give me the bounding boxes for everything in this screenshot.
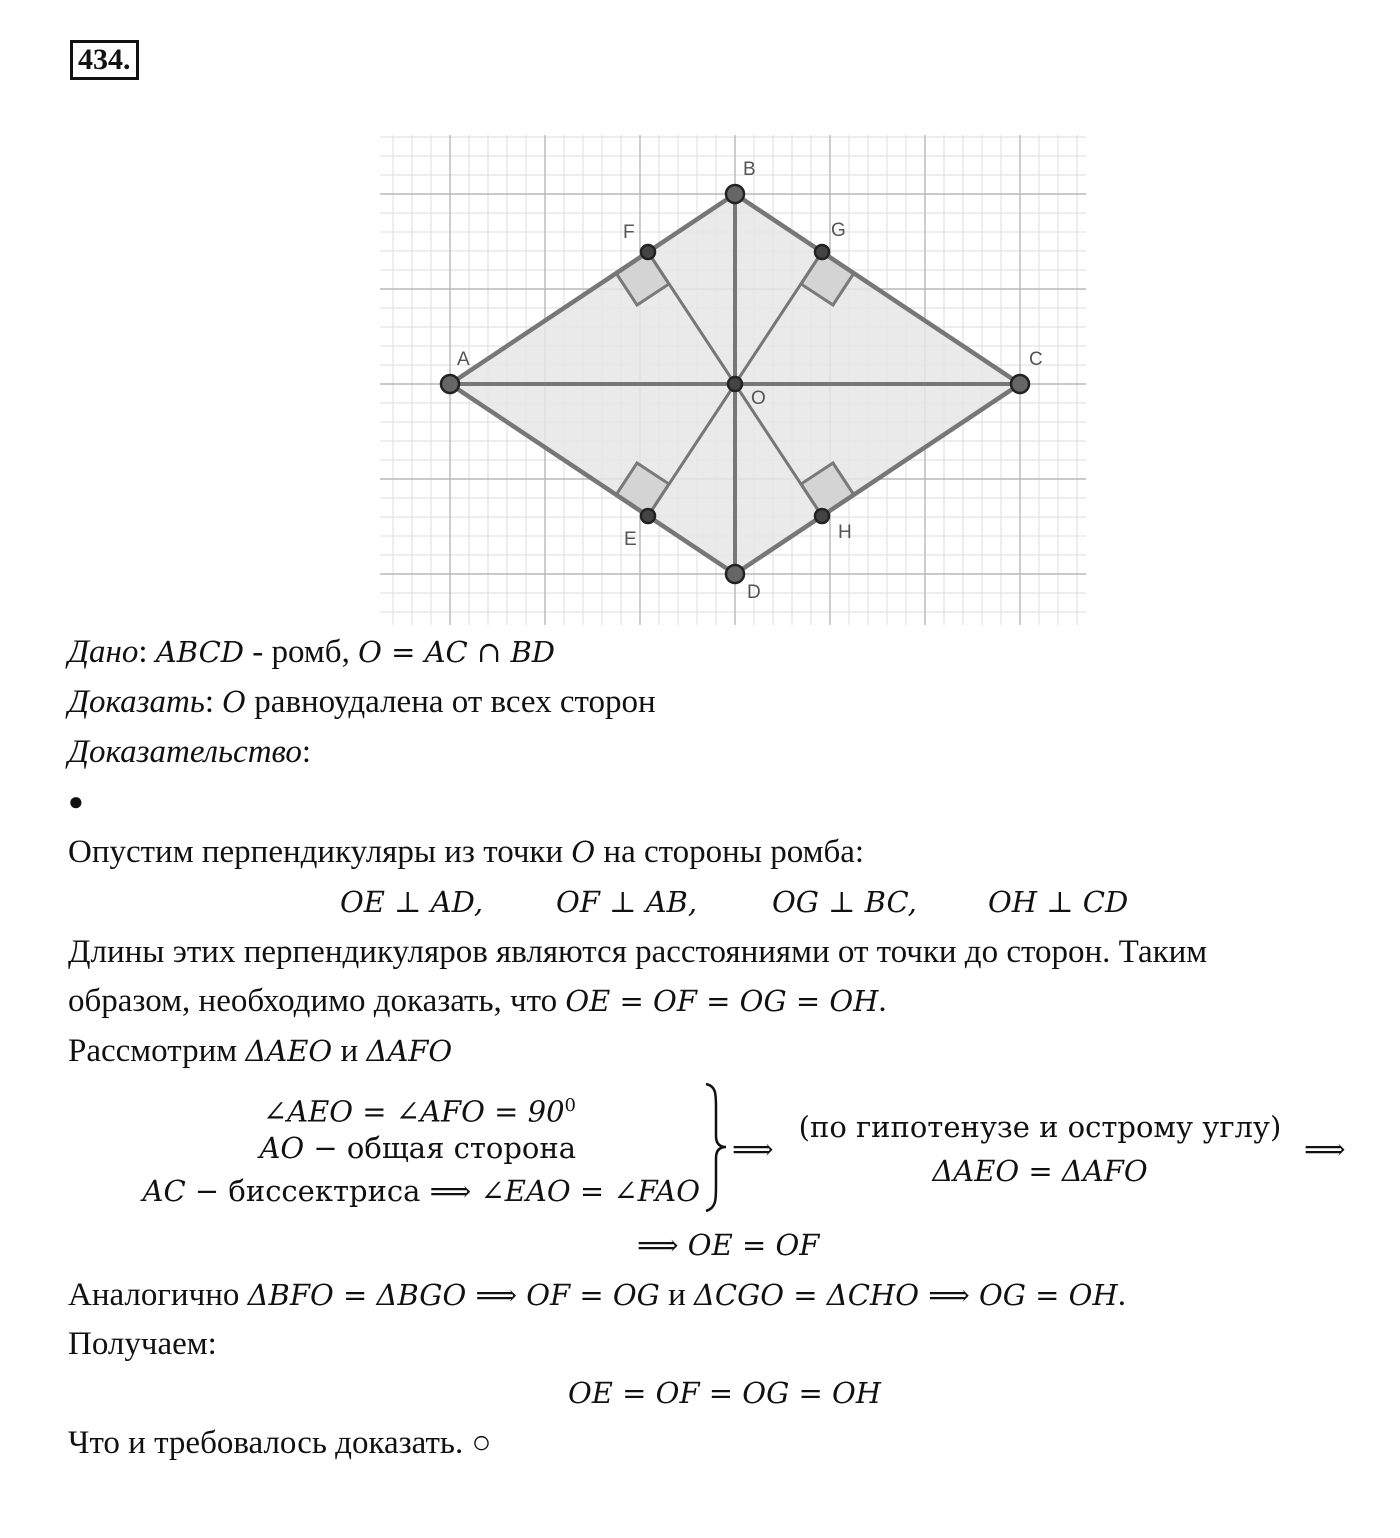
rhombus-figure bbox=[380, 135, 1086, 625]
system-row-3 bbox=[143, 1170, 700, 1213]
label-H: H bbox=[838, 522, 852, 543]
point-D bbox=[726, 565, 744, 583]
label-D: D bbox=[747, 582, 761, 603]
label-A: A bbox=[457, 349, 470, 370]
consider-math-1: ΔAEO bbox=[245, 1034, 333, 1068]
step2-math: OE = OF = OG = OH bbox=[565, 984, 879, 1018]
step1-line bbox=[68, 832, 864, 872]
consider-line bbox=[68, 1031, 452, 1071]
step2-line-1: Длины этих перпендикуляров являются расстояниями от точки до сторон. Таким bbox=[68, 934, 1208, 970]
implies-arrow-2: ⟹ bbox=[1304, 1132, 1346, 1166]
system-row-3-math: AC bbox=[142, 1174, 186, 1208]
degree-sup: 0 bbox=[564, 1095, 576, 1116]
analog-math-1: ΔBFO = ΔBGO ⟹ OF = OG bbox=[247, 1278, 660, 1312]
prove-line: Доказать: O равноудалена от всех сторон bbox=[68, 684, 656, 720]
analog-text: Аналогично bbox=[68, 1277, 248, 1313]
label-F: F bbox=[623, 222, 635, 243]
step2-text: образом, необходимо доказать, что bbox=[68, 983, 566, 1019]
closing-brace bbox=[700, 1080, 730, 1215]
analog-text-2: и bbox=[659, 1277, 694, 1313]
point-O bbox=[728, 377, 742, 391]
implies-arrow-1: ⟹ bbox=[732, 1132, 774, 1166]
proof-label: Доказательство bbox=[68, 734, 302, 770]
conclusion-OE-OF: ⟹ OE = OF bbox=[637, 1228, 820, 1262]
label-C: C bbox=[1029, 349, 1043, 370]
given-text: - ромб, bbox=[244, 634, 359, 670]
given-math-2: O = AC ∩ BD bbox=[358, 635, 556, 669]
label-B: B bbox=[743, 159, 756, 180]
point-B bbox=[726, 185, 744, 203]
step2-line-2 bbox=[68, 981, 887, 1021]
bullet: ● bbox=[68, 787, 84, 816]
given-math: ABCD bbox=[155, 635, 245, 669]
step2-end: . bbox=[878, 983, 887, 1019]
perp-OG-BC: OG ⊥ BC, bbox=[772, 885, 917, 919]
point-G bbox=[815, 245, 829, 259]
consider-text: Рассмотрим bbox=[68, 1033, 246, 1069]
consider-math-2: ΔAFO bbox=[366, 1034, 453, 1068]
perp-OF-AB: OF ⊥ AB, bbox=[556, 885, 698, 919]
system-row-2-text: − общая сторона bbox=[304, 1131, 576, 1165]
get-label: Получаем: bbox=[68, 1326, 217, 1362]
system-row-3-text: − биссектриса ⟹ bbox=[185, 1174, 481, 1208]
point-C bbox=[1011, 375, 1029, 393]
qed-line: Что и требовалось доказать. ○ bbox=[68, 1425, 492, 1461]
step1-text: Опустим перпендикуляры из точки bbox=[68, 834, 572, 870]
perp-OE-AD: OE ⊥ AD, bbox=[340, 885, 484, 919]
point-E bbox=[641, 509, 655, 523]
proof-heading: Доказательство: bbox=[68, 734, 312, 770]
result-equality: ΔAEO = ΔAFO bbox=[932, 1154, 1148, 1188]
system-row-1-math: ∠AEO = ∠AFO = 90 bbox=[262, 1094, 565, 1129]
analog-math-2: ΔCGO = ΔCHO ⟹ OG = OH bbox=[693, 1278, 1118, 1312]
label-E: E bbox=[624, 529, 637, 550]
label-O: O bbox=[751, 388, 766, 409]
system-row-2 bbox=[259, 1127, 576, 1170]
prove-label: Доказать bbox=[68, 684, 205, 720]
problem-number: 434. bbox=[70, 40, 139, 80]
prove-math: O bbox=[222, 685, 247, 719]
system-row-3-math-2: ∠EAO = ∠FAO bbox=[480, 1174, 700, 1208]
step1-text-2: на стороны ромба: bbox=[595, 834, 865, 870]
analog-line bbox=[68, 1275, 1126, 1315]
final-equation: OE = OF = OG = OH bbox=[568, 1376, 882, 1410]
result-reason: (по гипотенузе и острому углу) bbox=[798, 1110, 1282, 1144]
perp-OH-CD: OH ⊥ CD bbox=[988, 885, 1129, 919]
point-A bbox=[441, 375, 459, 393]
label-G: G bbox=[831, 220, 846, 241]
consider-text-2: и bbox=[332, 1033, 367, 1069]
analog-end: . bbox=[1117, 1277, 1126, 1313]
system-row-2-math: AO bbox=[259, 1131, 305, 1165]
given-line: Дано: ABCD - ромб, O = AC ∩ BD bbox=[68, 634, 556, 670]
given-label: Дано bbox=[68, 634, 139, 670]
point-H bbox=[815, 509, 829, 523]
prove-text: равноудалена от всех сторон bbox=[246, 684, 656, 720]
point-F bbox=[641, 245, 655, 259]
step1-math: O bbox=[571, 835, 596, 869]
